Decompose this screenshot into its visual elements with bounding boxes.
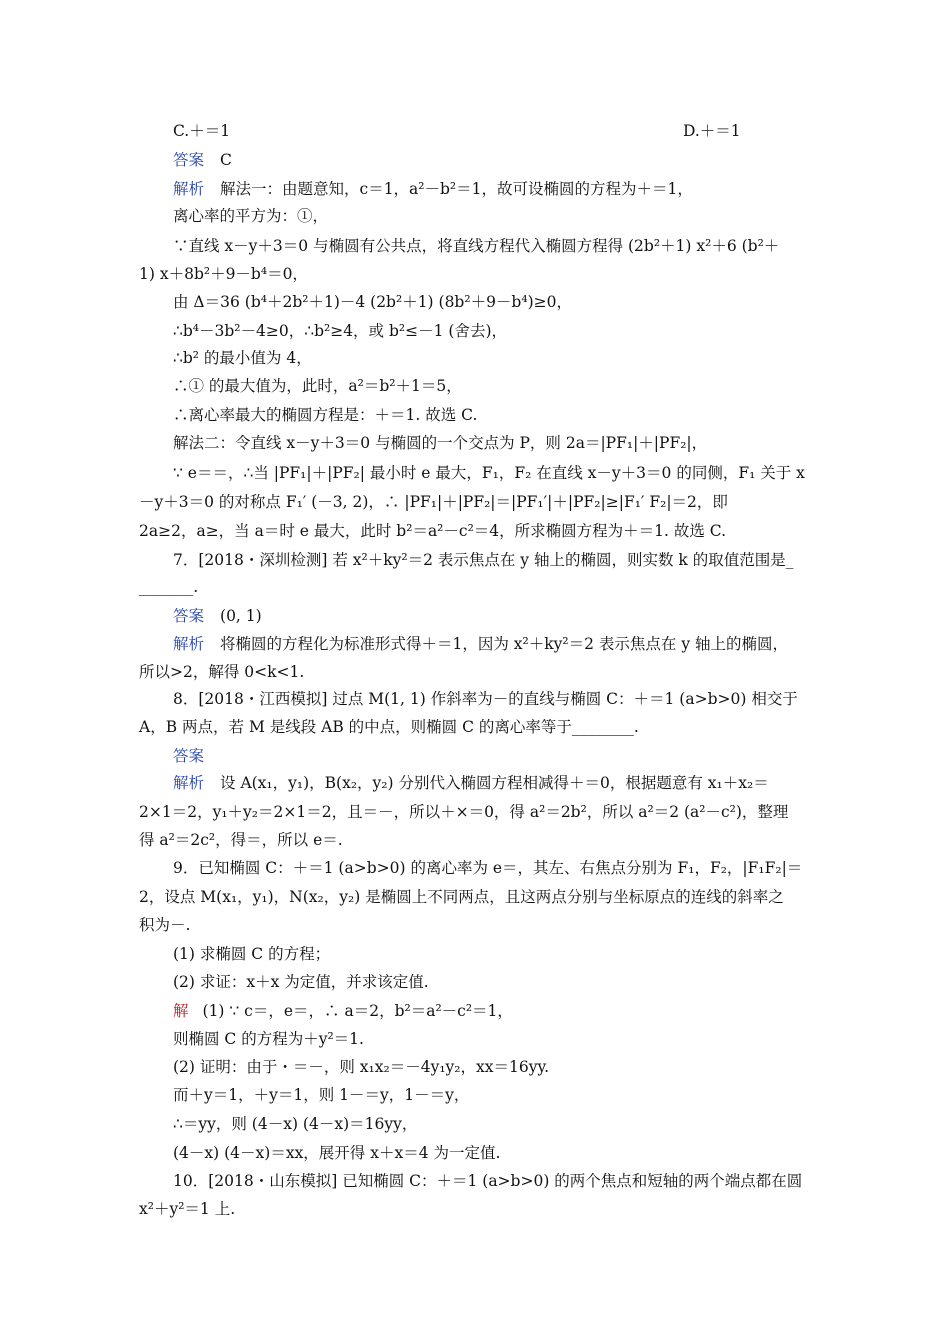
analysis-text: 将椭圆的方程化为标准形式得＋＝1，因为 x²＋ky²＝2 表示焦点在 y 轴上的椭圆， [220, 635, 789, 653]
text-line: _______. [139, 578, 199, 596]
options-line [173, 120, 741, 142]
sub-question: (2) 求证：x＋x 为定值，并求该定值. [173, 973, 429, 991]
analysis-label: 解析 [173, 635, 205, 653]
text-line: 而＋y＝1，＋y＝1，则 1－＝y，1－＝y， [173, 1086, 470, 1104]
text-line: 所以>2，解得 0<k<1. [139, 663, 305, 681]
question-9: 9．已知椭圆 C：＋＝1 (a>b>0) 的离心率为 e＝，其左、右焦点分别为 F₁，F₂，|F₁F₂|＝ [173, 859, 803, 877]
text-line: ∴＝yy，则 (4－x) (4－x)＝16yy， [173, 1115, 418, 1133]
analysis-line [173, 633, 788, 655]
text-line: A，B 两点，若 M 是线段 AB 的中点，则椭圆 C 的离心率等于________. [139, 718, 639, 736]
analysis-label: 解析 [173, 774, 205, 792]
analysis-line [173, 178, 693, 200]
text-line: ∵直线 x－y＋3＝0 与椭圆有公共点，将直线方程代入椭圆方程得 (2b²＋1) x²＋6 (b²＋ [173, 237, 780, 255]
answer-line [173, 149, 232, 171]
text-line: (4－x) (4－x)＝xx，展开得 x＋x＝4 为一定值. [173, 1144, 501, 1162]
text-line: ∵ e＝＝，∴当 |PF₁|＋|PF₂| 最小时 e 最大，F₁，F₂ 在直线 x－y＋3＝0 的同侧，F₁ 关于 x [173, 464, 805, 482]
solution-label: 解 [173, 1002, 189, 1020]
analysis-label: 解析 [173, 180, 205, 198]
solution-text: (1) ∵ c＝，e＝，∴ a＝2，b²＝a²－c²＝1， [202, 1002, 513, 1020]
answer-label: 答案 [173, 747, 205, 765]
sub-question: (1) 求椭圆 C 的方程； [173, 945, 331, 963]
text-line: 2a≥2，a≥，当 a＝时 e 最大，此时 b²＝a²－c²＝4，所求椭圆方程为＋＝1. 故选 C. [139, 522, 727, 540]
option-c: C.＋＝1 [173, 122, 231, 140]
text-line: 解法二：令直线 x－y＋3＝0 与椭圆的一个交点为 P，则 2a＝|PF₁|＋|PF₂|， [173, 434, 708, 452]
text-line: 由 Δ＝36 (b⁴＋2b²＋1)－4 (2b²＋1) (8b²＋9－b⁴)≥0， [173, 293, 572, 311]
text-line: 1) x＋8b²＋9－b⁴＝0， [139, 265, 308, 283]
solution-line [173, 1000, 513, 1022]
text-line: 积为－. [139, 916, 191, 934]
text-line: ∴① 的最大值为，此时，a²＝b²＋1＝5， [173, 377, 462, 395]
answer-label: 答案 [173, 607, 205, 625]
option-d: D.＋＝1 [683, 122, 741, 140]
answer-text: C [220, 151, 232, 169]
analysis-line [173, 772, 769, 794]
answer-line [173, 745, 220, 767]
answer-line [173, 605, 262, 627]
analysis-text: 设 A(x₁，y₁)，B(x₂，y₂) 分别代入椭圆方程相减得＋＝0，根据题意有 x₁＋x₂＝ [220, 774, 769, 792]
text-line: ∴离心率最大的椭圆方程是：＋＝1. 故选 C. [173, 406, 478, 424]
text-line: 离心率的平方为：①， [173, 207, 329, 225]
text-line: (2) 证明：由于・＝－，则 x₁x₂＝－4y₁y₂，xx＝16yy. [173, 1058, 550, 1076]
question-8: 8．[2018・江西模拟] 过点 M(1, 1) 作斜率为－的直线与椭圆 C：＋＝1 (a>b>0) 相交于 [173, 690, 798, 708]
text-line: x²＋y²＝1 上. [139, 1200, 236, 1218]
text-line: 则椭圆 C 的方程为＋y²＝1. [173, 1030, 364, 1048]
text-line: 2×1＝2，y₁＋y₂＝2×1＝2，且＝－，所以＋×＝0，得 a²＝2b²，所以 a²＝2 (a²－c²)，整理 [139, 803, 789, 821]
text-line: ∴b⁴－3b²－4≥0，∴b²≥4，或 b²≤－1 (舍去)， [173, 322, 507, 340]
question-10: 10．[2018・山东模拟] 已知椭圆 C：＋＝1 (a>b>0) 的两个焦点和短轴的两个端点都在圆 [173, 1172, 803, 1190]
analysis-text: 解法一：由题意知，c＝1，a²－b²＝1，故可设椭圆的方程为＋＝1， [220, 180, 693, 198]
question-7: 7．[2018・深圳检测] 若 x²＋ky²＝2 表示焦点在 y 轴上的椭圆，则实数 k 的取值范围是_ [173, 551, 794, 569]
text-line: ∴b² 的最小值为 4， [173, 349, 312, 367]
text-line: －y＋3＝0 的对称点 F₁′ (－3, 2)，∴ |PF₁|＋|PF₂|＝|PF₁′|＋|PF₂|≥|F₁′ F₂|＝2，即 [139, 493, 728, 511]
text-line: 2，设点 M(x₁，y₁)，N(x₂，y₂) 是椭圆上不同两点，且这两点分别与坐标原点的连线的斜率之 [139, 888, 784, 906]
answer-label: 答案 [173, 151, 205, 169]
answer-text: (0, 1) [220, 607, 262, 625]
text-line: 得 a²＝2c²，得＝，所以 e＝. [139, 831, 343, 849]
